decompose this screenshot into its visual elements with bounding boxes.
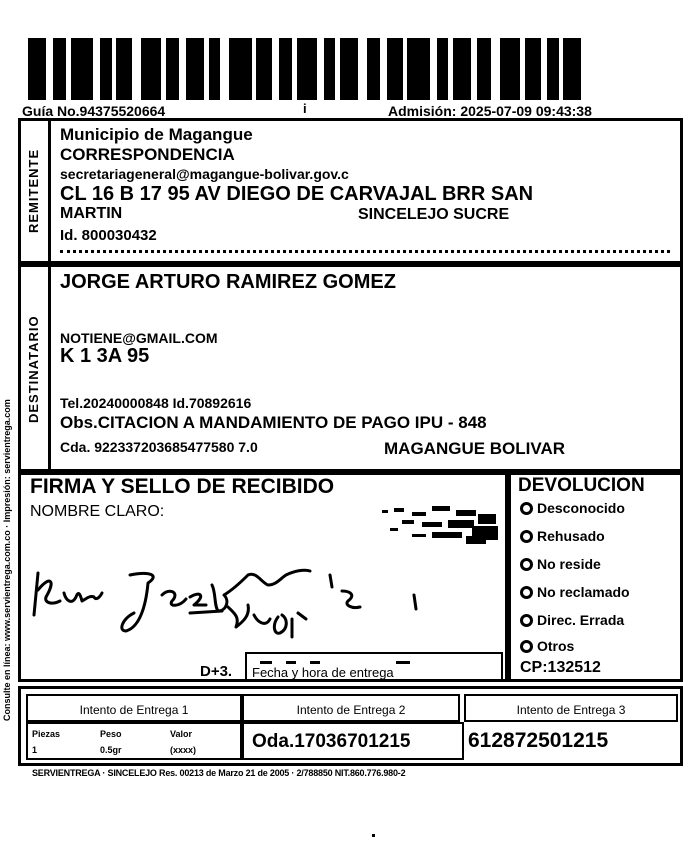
remitente-email: secretariageneral@magangue-bolivar.gov.c xyxy=(60,166,349,182)
footer-legal: SERVIENTREGA · SINCELEJO Res. 00213 de Marzo 21 de 2005 · 2/788850 NIT.860.776.980-2 xyxy=(32,768,406,778)
option-label: Direc. Errada xyxy=(537,612,625,628)
fecha-ticks xyxy=(260,654,420,662)
destinatario-cda: Cda. 922337203685477580 7.0 xyxy=(60,439,258,455)
radio-circle-icon xyxy=(520,640,533,653)
barcode-bar xyxy=(141,38,161,100)
barcode-bar xyxy=(209,38,220,100)
nombre-claro-label: NOMBRE CLARO: xyxy=(30,503,165,520)
dot-mark xyxy=(372,834,375,837)
barcode-bar xyxy=(563,38,581,100)
option-label: Rehusado xyxy=(537,528,605,544)
recibido-title: FIRMA Y SELLO DE RECIBIDO xyxy=(30,475,335,498)
intento-2-label: Intento de Entrega 2 xyxy=(296,703,406,717)
piezas-header-2: Peso xyxy=(100,729,122,739)
option-label: No reside xyxy=(537,556,601,572)
radio-circle-icon xyxy=(520,502,533,515)
fecha-entrega-label: Fecha y hora de entrega xyxy=(252,665,394,680)
barcode-bar xyxy=(297,38,317,100)
devolucion-option-desconocido[interactable] xyxy=(520,500,625,516)
remitente-noise-line xyxy=(60,250,670,255)
barcode-bar xyxy=(324,38,335,100)
remitente-city: SINCELEJO SUCRE xyxy=(358,206,510,223)
barcode xyxy=(28,38,588,100)
side-legal-text: Consulte en línea: www.servientrega.com.co · Impresión: servientrega.com xyxy=(2,399,12,721)
piezas-value-2: 0.5gr xyxy=(100,745,122,755)
barcode-bar xyxy=(166,38,180,100)
remitente-line1: Municipio de Magangue xyxy=(60,125,253,144)
barcode-bar xyxy=(407,38,430,100)
barcode-bar xyxy=(500,38,520,100)
admission-date: Admisión: 2025-07-09 09:43:38 xyxy=(388,103,592,119)
barcode-bar xyxy=(256,38,272,100)
remitente-line2: CORRESPONDENCIA xyxy=(60,145,235,164)
radio-circle-icon xyxy=(520,558,533,571)
barcode-bar xyxy=(453,38,471,100)
barcode-bar xyxy=(100,38,111,100)
devolucion-option-rehusado[interactable] xyxy=(520,528,605,544)
barcode-bar xyxy=(525,38,541,100)
barcode-bar xyxy=(71,38,94,100)
remitente-label: REMITENTE xyxy=(26,148,41,234)
piezas-header-1: Piezas xyxy=(32,729,61,739)
barcode-bar xyxy=(437,38,448,100)
oda-number: Oda.17036701215 xyxy=(252,731,411,752)
piezas-value-3: (xxxx) xyxy=(170,745,197,755)
barcode-bar xyxy=(279,38,293,100)
piezas-value-1: 1 xyxy=(32,745,38,755)
barcode-bar xyxy=(367,38,381,100)
piezas-header-3: Valor xyxy=(170,729,193,739)
piezas-cell xyxy=(26,722,242,760)
barcode-bar xyxy=(477,38,491,100)
remitente-id: Id. 800030432 xyxy=(60,227,157,244)
devolucion-option-direc-errada[interactable] xyxy=(520,612,624,628)
barcode-bar xyxy=(547,38,558,100)
destinatario-city: MAGANGUE BOLIVAR xyxy=(384,439,566,458)
barcode-bar xyxy=(53,38,67,100)
devolucion-title: DEVOLUCION xyxy=(518,475,645,496)
destinatario-address: K 1 3A 95 xyxy=(60,345,150,367)
radio-circle-icon xyxy=(520,530,533,543)
devolucion-option-otros[interactable] xyxy=(520,638,574,654)
d3-label: D+3. xyxy=(200,663,233,680)
devolucion-option-no-reclamado[interactable] xyxy=(520,584,630,600)
radio-circle-icon xyxy=(520,614,533,627)
devolucion-cp: CP:132512 xyxy=(520,659,601,676)
destinatario-obs: Obs.CITACION A MANDAMIENTO DE PAGO IPU - 848 xyxy=(60,413,487,432)
destinatario-name: JORGE ARTURO RAMIREZ GOMEZ xyxy=(60,271,396,293)
option-label: Desconocido xyxy=(537,500,625,516)
intento-3-label: Intento de Entrega 3 xyxy=(516,703,626,717)
barcode-bar xyxy=(387,38,403,100)
barcode-bar xyxy=(116,38,132,100)
header-mark: i xyxy=(303,101,307,116)
destinatario-tel: Tel.20240000848 Id.70892616 xyxy=(60,395,252,411)
destinatario-label: DESTINATARIO xyxy=(26,315,41,423)
option-label: No reclamado xyxy=(537,584,630,600)
destinatario-email: NOTIENE@GMAIL.COM xyxy=(60,330,218,346)
remitente-address: CL 16 B 17 95 AV DIEGO DE CARVAJAL BRR SAN xyxy=(60,183,534,205)
tracking-code: 612872501215 xyxy=(468,729,609,752)
option-label: Otros xyxy=(537,638,575,654)
barcode-bar xyxy=(28,38,46,100)
signature xyxy=(30,535,470,650)
intento-1-label: Intento de Entrega 1 xyxy=(79,703,189,717)
barcode-bar xyxy=(340,38,358,100)
radio-circle-icon xyxy=(520,586,533,599)
guia-number: Guía No.94375520664 xyxy=(22,103,166,119)
barcode-bar xyxy=(186,38,204,100)
barcode-bar xyxy=(229,38,252,100)
devolucion-option-no-reside[interactable] xyxy=(520,556,601,572)
remitente-address2: MARTIN xyxy=(60,205,123,222)
